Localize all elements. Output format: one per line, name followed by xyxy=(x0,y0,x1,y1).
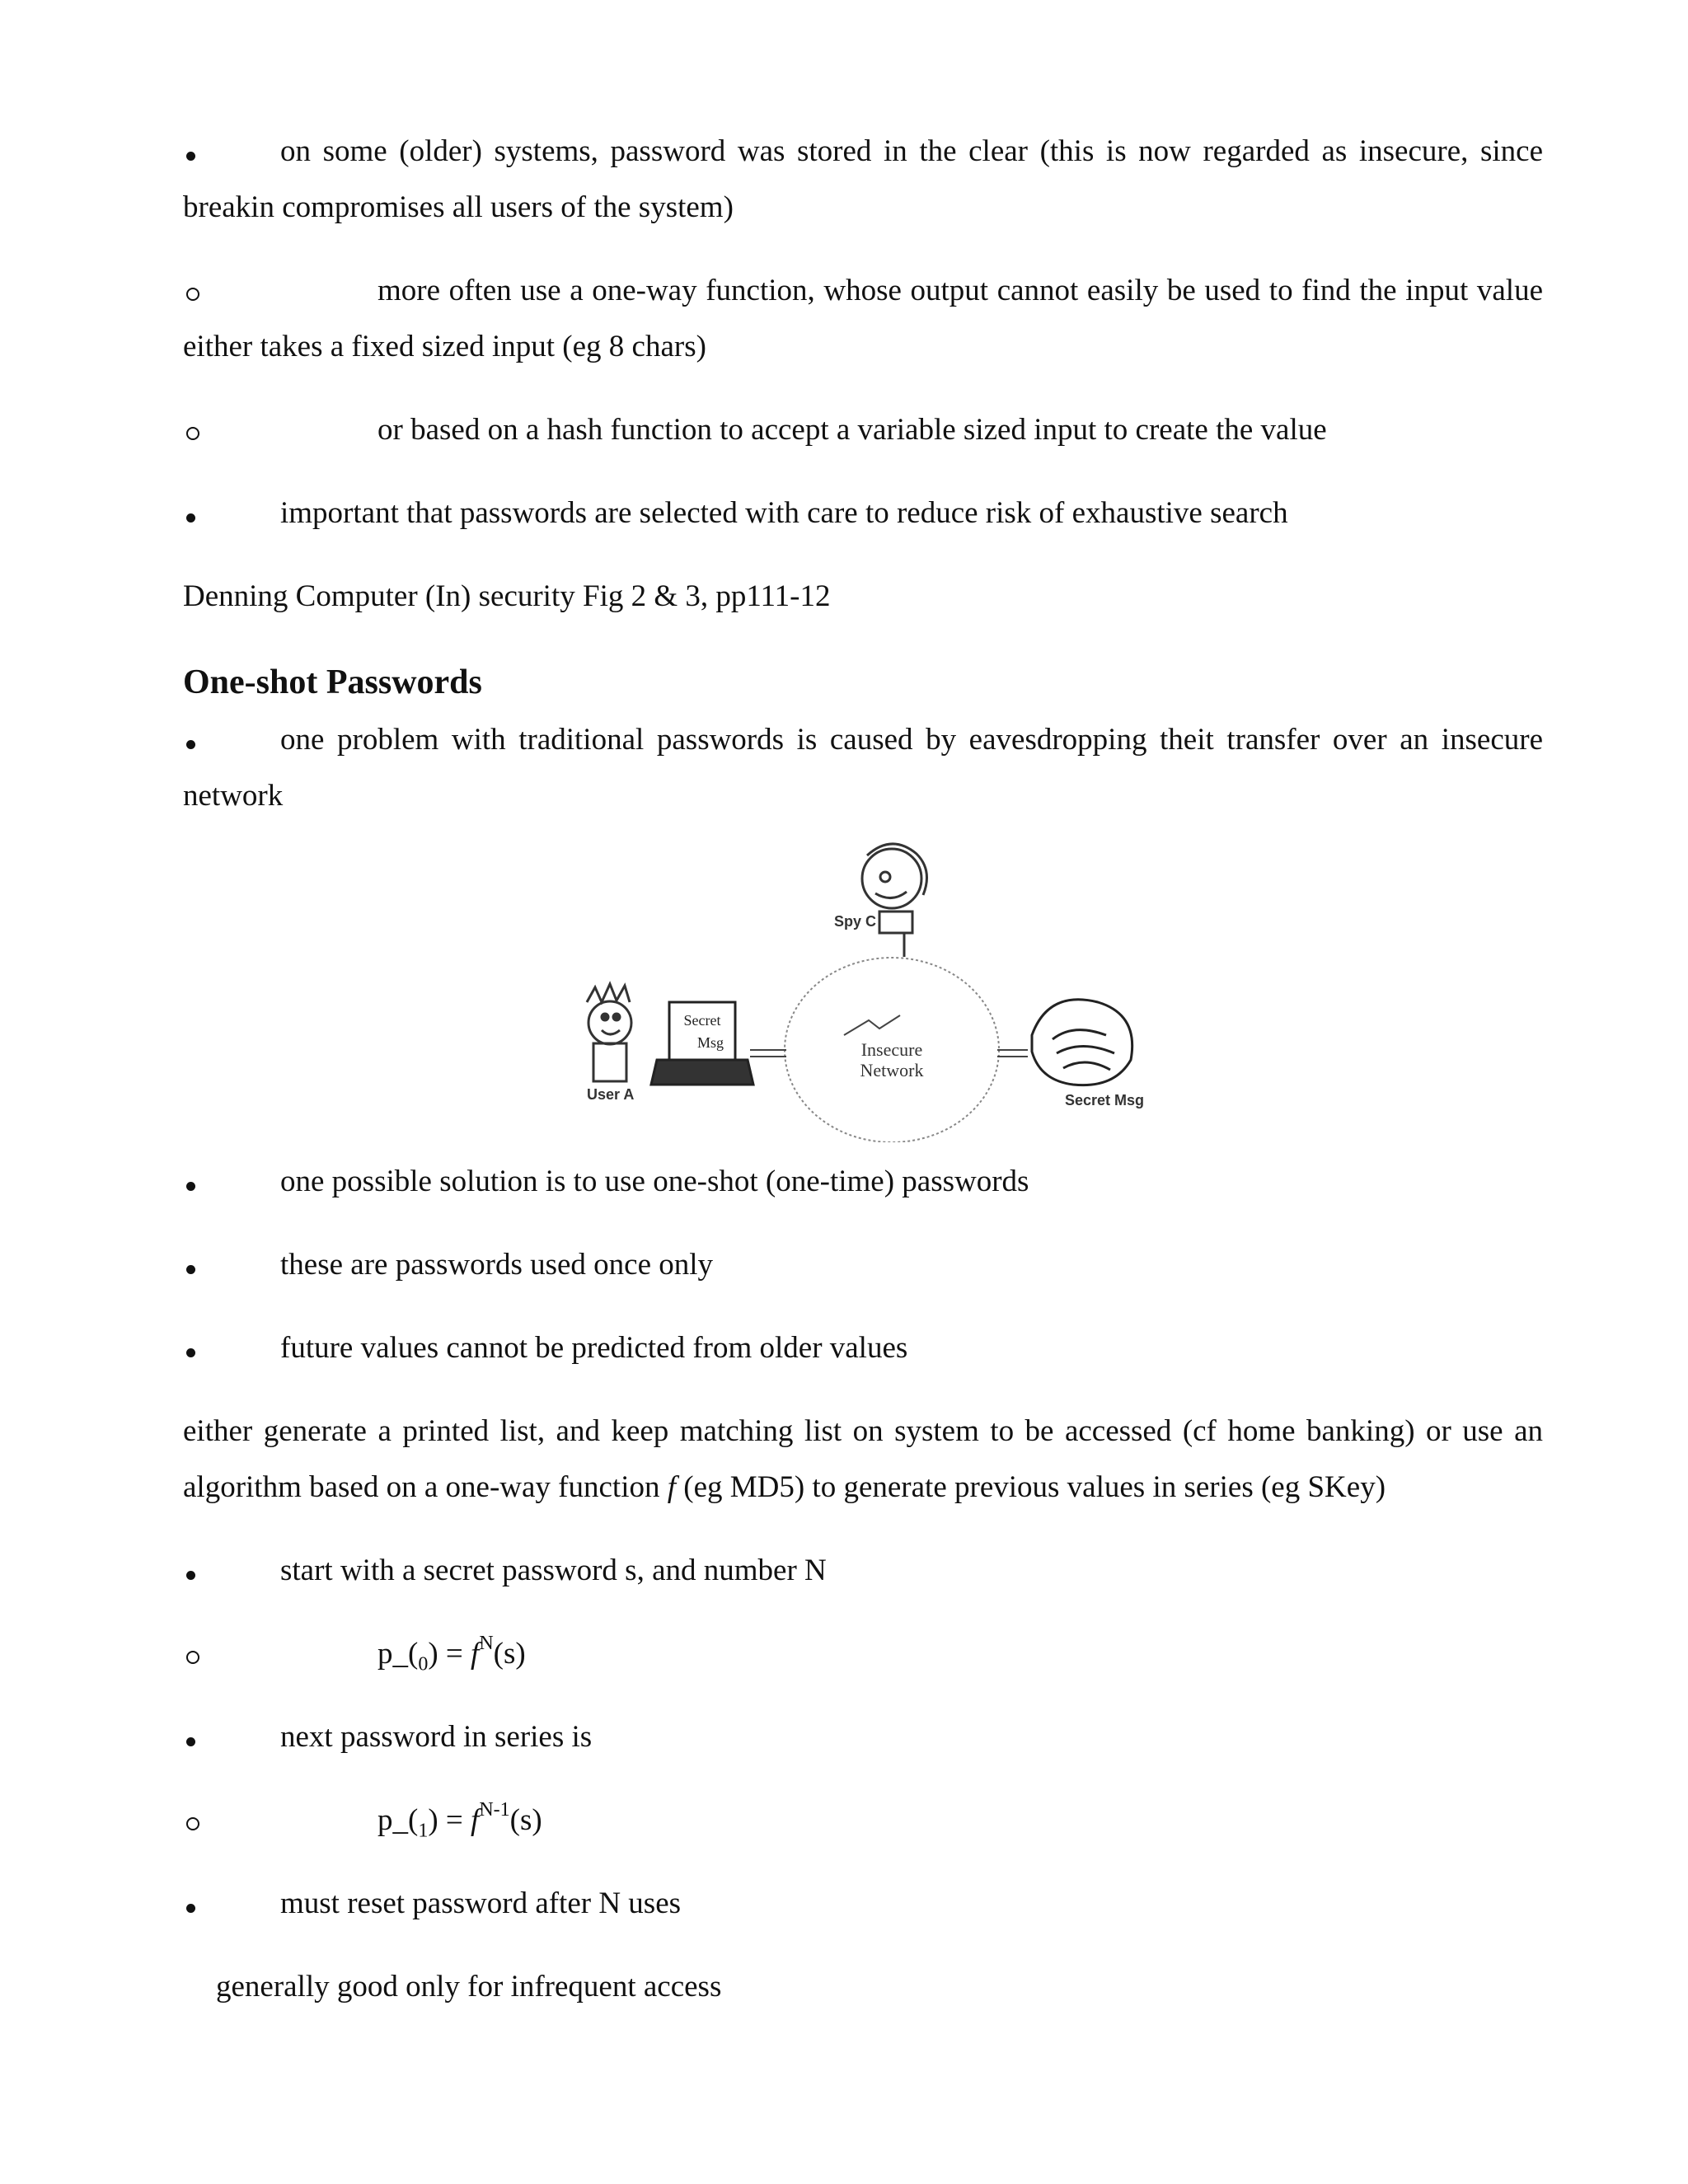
sub-bullet-item xyxy=(183,402,1543,458)
network-figure xyxy=(183,837,1543,1142)
bullet-text: one possible solution is to use one-shot (one-time) passwords xyxy=(280,1165,1029,1198)
bullet-marker xyxy=(183,712,208,768)
bullet-item xyxy=(183,124,1543,236)
bullet-text: future values cannot be predicted from older values xyxy=(280,1331,908,1365)
spy-label: Spy C xyxy=(834,913,877,930)
bullet-item xyxy=(183,1876,1543,1932)
bullet-marker xyxy=(183,1543,208,1599)
bullet-marker xyxy=(183,485,208,541)
body-paragraph: either generate a printed list, and keep matching list on system to be accessed (cf home banking) or use an algorithm based on a one-way function f (eg MD5) to generate previous values in series (eg SKey) xyxy=(183,1414,1543,1504)
bullet-marker xyxy=(183,1320,208,1376)
formula-p0: $p\_(_0) = f^N(s)$ xyxy=(183,1626,1543,1682)
bullet-item xyxy=(183,1709,1543,1765)
bullet-item xyxy=(183,1154,1543,1210)
reference-text: Denning Computer (In) security Fig 2 & 3, pp111-12 xyxy=(183,579,831,613)
circle-marker xyxy=(183,1626,208,1683)
bullet-text: on some (older) systems, password was stored in the clear (this is now regarded as insecure, since breakin compromises all users of the system) xyxy=(183,134,1543,224)
bullet-item xyxy=(183,485,1543,541)
bullet-text: important that passwords are selected with care to reduce risk of exhaustive search xyxy=(280,496,1288,530)
bullet-item xyxy=(183,1320,1543,1376)
laptop-label-2: Msg xyxy=(696,1034,724,1051)
bullet-marker xyxy=(183,124,208,180)
bullet-item xyxy=(183,712,1543,824)
laptop-label-1: Secret xyxy=(683,1012,721,1029)
lightning-icon xyxy=(844,1015,900,1035)
bullet-text: start with a secret password s, and number N xyxy=(280,1554,827,1587)
shell-icon xyxy=(1032,1000,1132,1085)
bullet-text: next password in series is xyxy=(280,1720,593,1754)
sub-bullet-text: more often use a one-way function, whose output cannot easily be used to find the input value either takes a fixed sized input (eg 8 chars) xyxy=(183,274,1543,363)
network-label-2: Network xyxy=(860,1060,924,1080)
formula-p1: $p\_(_1) = f^{N-1}(s)$ xyxy=(183,1793,1543,1849)
circle-marker xyxy=(183,263,208,320)
bullet-marker xyxy=(183,1237,208,1293)
sub-bullet-text: or based on a hash function to accept a variable sized input to create the value xyxy=(377,413,1327,447)
eavesdrop-diagram xyxy=(579,837,1156,1142)
document-page xyxy=(183,124,1543,2015)
spy-icon xyxy=(862,844,927,957)
closing-text: generally good only for infrequent access xyxy=(216,1970,722,2004)
bullet-marker xyxy=(183,1154,208,1210)
circle-marker xyxy=(183,402,208,459)
sub-bullet-item xyxy=(183,263,1543,375)
circle-marker xyxy=(183,1793,208,1849)
bullet-item xyxy=(183,1543,1543,1599)
bullet-text: these are passwords used once only xyxy=(280,1248,714,1282)
bullet-marker xyxy=(183,1876,208,1932)
bullet-text: must reset password after N uses xyxy=(280,1886,682,1920)
msg-label: Secret Msg xyxy=(1065,1092,1145,1108)
user-icon xyxy=(587,984,631,1081)
network-label-1: Insecure xyxy=(860,1039,923,1060)
bullet-item xyxy=(183,1237,1543,1293)
bullet-marker xyxy=(183,1709,208,1765)
bullet-text: one problem with traditional passwords is caused by eavesdropping theit transfer over an insecure network xyxy=(183,723,1543,813)
section-heading: One-shot Passwords xyxy=(183,663,482,701)
user-label: User A xyxy=(587,1086,635,1103)
